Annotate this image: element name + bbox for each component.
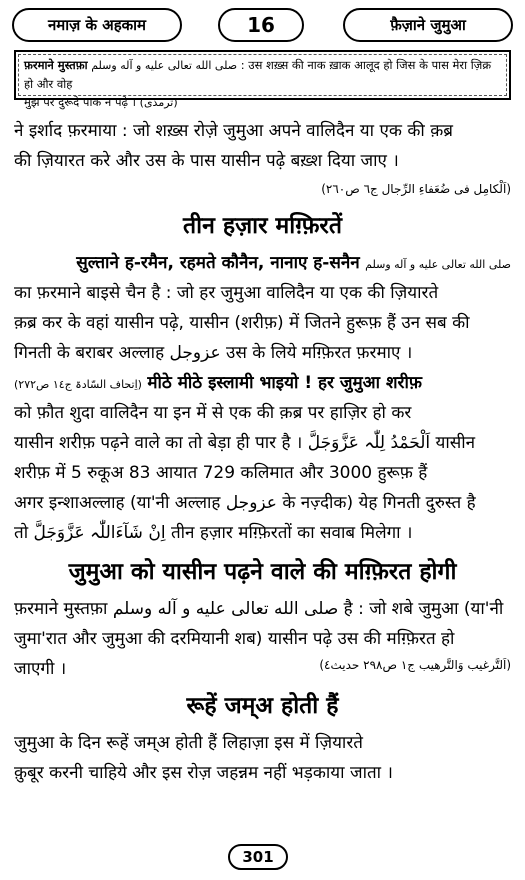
body-line-text: मीठे मीठे इस्लामी भाइयो ! हर जुमुआ शरीफ़ [147,373,422,393]
hadith-salutation: صلى الله تعالى عليه و آله وسلم [91,59,238,72]
reference-citation: (اَلْکامِل فی ضُعَفاءِ الرِّجال ج٦ ص٢٦٠) [321,182,511,196]
body-line [14,250,511,273]
hadith-label: फ़रमाने मुस्तफ़ा [24,58,88,72]
body-line: को फ़ौत शुदा वालिदैन या इन में से एक की क़ब्र पर हाज़िर हो कर [14,403,412,423]
hadith-line-1 [24,56,501,93]
body-line: जुमुआ के दिन रूहें जम्अ होती हैं लिहाज़ा इस में ज़ियारते [14,733,363,753]
section-heading: तीन हज़ार मग़्फ़िरतें [183,213,342,239]
body-line-text: सुल्ताने ह-रमैन, रहमते कौनैन, नानाए ह-सनैन [76,253,360,273]
hadith-box [14,50,511,109]
body-line: अगर इन्शाअल्लाह (या'नी अल्लाह عزوجل के नज़्दीक) येह गिनती दुरुस्त है [14,493,476,513]
reference-citation: (اَلتَّرغیب وَالتَّرهیب ج١ ص٢٩٨ حدیث٤) [319,658,511,672]
body-line: यासीन शरीफ़ पढ़ने वाले का तो बेड़ा ही पार है । اَلْحَمْدُ لِلّٰہ عَزَّوَجَلَّ यासीन [14,433,476,453]
body-line [14,370,511,393]
footer-page-number: 301 [228,844,288,870]
body-line: क़ुबूर करनी चाहिये और इस रोज़ जहन्नम नहीं भड़काया जाता । [14,763,393,783]
body-line: की ज़ियारत करे और उस के पास यासीन पढ़े बख़्श दिया जाए । [14,151,399,171]
hadith-reference: (ترمذی) [139,96,178,109]
header-page-number: 16 [218,8,304,42]
body-line: ने इर्शाद फ़रमाया : जो शख़्स रोज़े जुमुआ अपने वालिदैन या एक की क़ब्र [14,121,453,141]
salutation-text: صلى الله تعالى عليه و آله وسلم [365,258,511,271]
body-line: का फ़रमाने बाइसे चैन है : जो हर जुमुआ वालिदैन या एक की ज़ियारते [14,283,439,303]
hadith-text-2: मुझ पर दुरूदे पाक न पढ़े । [24,95,136,109]
body-line: जाएगी । [14,659,67,679]
reference-citation: (اِتحاف السّادۃ ج١٤ ص٢٧٢) [14,378,142,391]
section-heading: रूहें जम्अ होती हैं [186,693,339,719]
section-heading: जुमुआ को यासीन पढ़ने वाले की मग़्फ़िरत होगी [68,559,457,585]
body-line: गिनती के बराबर अल्लाह عزوجل उस के लिये मग़्फ़िरत फ़रमाए । [14,343,413,363]
body-line: तो اِنْ شَآءَاللّٰہ عَزَّوَجَلَّ तीन हज़ार मग़्फ़िरतों का सवाब मिलेगा । [14,523,413,543]
body-line: क़ब्र कर के वहां यासीन पढ़े, यासीन (शरीफ़) में जितने हुरूफ़ हैं उन सब की [14,313,470,333]
hadith-text-1: : उस शख़्स की नाक ख़ाक आलूद हो जिस के पास मेरा ज़िक्र हो और वोह [24,58,492,91]
body-line: फ़रमाने मुस्तफ़ा صلى الله تعالى عليه و آله وسلم है : जो शबे जुमुआ (या'नी [14,599,504,619]
body-line: शरीफ़ में 5 रुकूअ 83 आयात 729 कलिमात और 3000 हुरूफ़ हैं [14,463,428,483]
page-content [14,110,511,830]
header-book-title: फ़ैज़ाने जुमुआ [343,8,513,42]
body-line: जुमा'रात और जुमुआ की दरमियानी शब) यासीन पढ़े उस की मग़्फ़िरत हो [14,629,455,649]
header-chapter-title: नमाज़ के अहकाम [12,8,182,42]
